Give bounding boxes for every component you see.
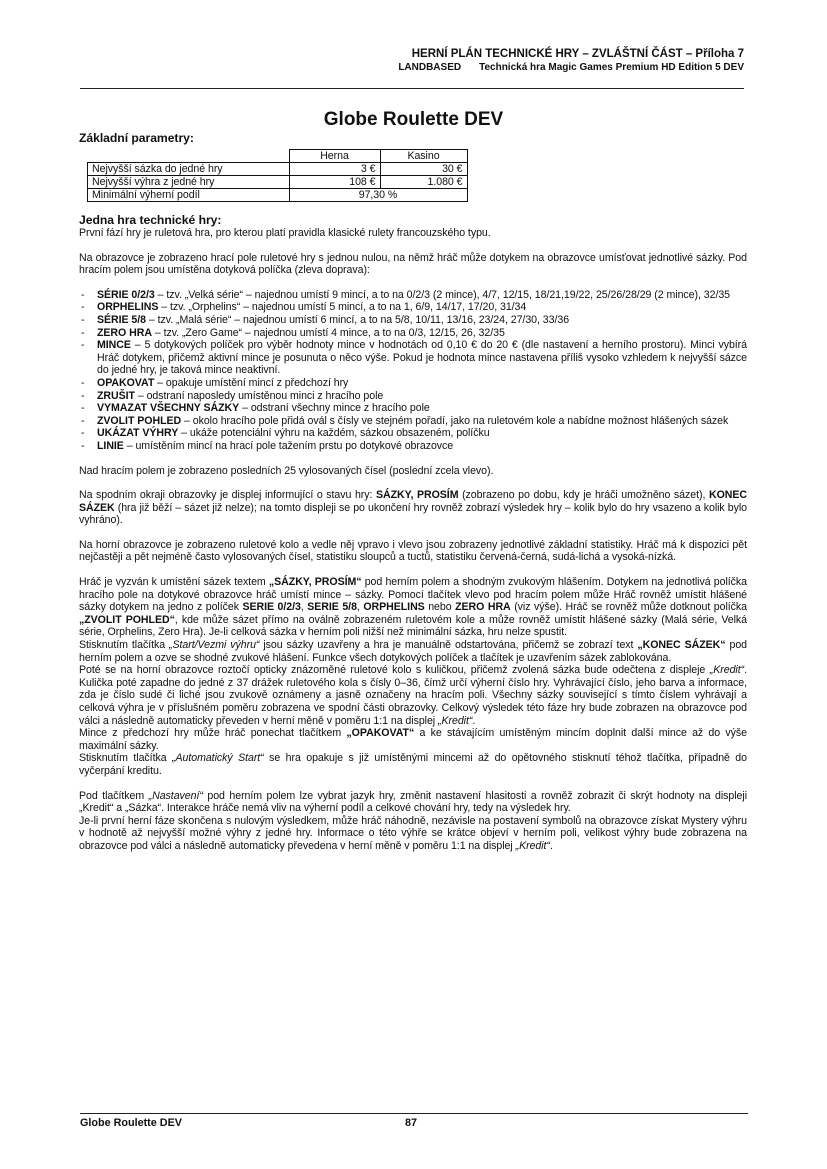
col-herna: Herna xyxy=(289,150,380,163)
list-item: - UKÁZAT VÝHRY – ukáže potenciální výhru na každém, sázkou obsazeném, políčku xyxy=(79,427,747,440)
params-row: Nejvyšší výhra z jedné hry 108 € 1.080 € xyxy=(88,176,468,189)
start-paragraph: Stisknutím tlačítka „Start/Vezmi výhru“ jsou sázky uzavřeny a hra je manuálně odstartována, přičemž se zobrazí text „KONEC SÁZEK“ pod herním polem a ozve se shodné zvukové hlášení. Funkce všech dotykových políček a tlačítek je uzavřením sázek zablokována. xyxy=(79,639,747,664)
list-item: - VYMAZAT VŠECHNY SÁZKY – odstraní všechny mince z hracího pole xyxy=(79,402,747,415)
params-header-row xyxy=(88,150,468,163)
list-item: - SÉRIE 0/2/3 – tzv. „Velká série“ – najednou umístí 9 mincí, a to na 0/2/3 (2 mince), 4/7, 12/15, 18/21,19/22, 25/26/28/29 (2 mince), 32/35 xyxy=(79,289,747,302)
header-title: HERNÍ PLÁN TECHNICKÉ HRY – ZVLÁŠTNÍ ČÁST – Příloha 7 xyxy=(411,48,744,60)
bets-paragraph: Hráč je vyzván k umístění sázek textem „SÁZKY, PROSÍM“ pod herním polem a shodným zvukovým hlášením. Dotykem na jednotlivá políčka hracího pole na dotykové obrazovce hráč umístí mince – sázky. Pomocí tlačítek vlevo pod hracím polem může Hráč rovněž umístit hlášené sázky dotykem na jedno z políček SERIE 0/2/3, SERIE 5/8, ORPHELINS nebo ZERO HRA (viz výše). Hráč se rovněž může dotknout políčka „ZVOLIT POHLED“, kde může sázet přímo na oválně zobrazeném ruletovém kole a může rovněž umístit hlášené sázky (Malá série, Velká série, Orphelins, Zero Hra). Je-li celková sázka v herním poli nižší než minimální sázka, hru nelze spustit. xyxy=(79,576,747,639)
mystery-paragraph: Je-li první herní fáze skončena s nulovým výsledkem, může hráč náhodně, nezávisle na postavení symbolů na obrazovce získat Mystery výhru v hodnotě až nejvyšší možné výhry z jedné hry. Informace o této výhře se krátce objeví v herním poli, velikost výhry bude zobrazena na obrazovce pod válci a následně automaticky převedena v herní měně v poměru 1:1 na displej „Kredit“. xyxy=(79,814,747,852)
repeat-paragraph: Mince z předchozí hry může hráč ponechat tlačítkem „OPAKOVAT“ a ke stávajícím umístěným mincím doplnit další mince až do výše maximální sázky. xyxy=(79,727,747,752)
button-list xyxy=(79,289,747,453)
intro-paragraph: První fází hry je ruletová hra, pro kterou platí pravidla klasické rulety francouzského typu. xyxy=(79,227,491,239)
col-kasino: Kasino xyxy=(380,150,467,163)
list-item: - MINCE – 5 dotykových políček pro výběr hodnoty mince v hodnotách od 0,10 € do 20 € (dle nastavení a herního prostoru). Minci vybírá Hráč dotykem, přičemž aktivní mince je posunuta o něco výše. Pokud je hodnota mince nastavena příliš vysoko vzhledem k nejvyšší sázce do jedné hry, je taková mince neaktivní. xyxy=(79,339,747,377)
params-row: Nejvyšší sázka do jedné hry 3 € 30 € xyxy=(88,163,468,176)
list-item: - ZERO HRA – tzv. „Zero Game“ – najednou umístí 4 mince, a to na 0/3, 12/15, 26, 32/35 xyxy=(79,327,747,340)
header-divider xyxy=(80,88,744,89)
footer-title: Globe Roulette DEV xyxy=(80,1117,182,1129)
document-body xyxy=(79,131,747,853)
page-header xyxy=(398,47,744,74)
spin-paragraph: Poté se na horní obrazovce roztočí opticky znázorněné ruletové kolo s kuličkou, přičemž zvolená sázka bude odečtena z displeje „Kredit“. Kulička poté zapadne do jedné z 37 drážek ruletového kola s čísly 0–36, čímž určí výherní číslo hry. Vyhrávající číslo, jeho barva a informace, zda je číslo sudé či liché jsou zvukově oznámeny a jasně označeny na hracím poli. Všechny sázky související s tímto číslem vyhrávají a celková výhra je v příslušném poměru zobrazena ve spodní části obrazovky. Celkový výsledek této fáze hry bude zobrazen na obrazovce pod válci a následně automaticky převeden v herní měně v poměru 1:1 na displej „Kredit“. xyxy=(79,664,747,727)
header-landbased: LANDBASED xyxy=(398,62,462,73)
auto-paragraph: Stisknutím tlačítka „Automatický Start“ se hra opakuje s již umístěnými mincemi až do opětovného stisknutí téhož tlačítka, případně do vyčerpání kreditu. xyxy=(79,752,747,777)
stats-paragraph: Na horní obrazovce je zobrazeno ruletové kolo a vedle něj vpravo i vlevo jsou zobrazeny jednotlivé základní statistiky. Hráč má k dispozici pět nejčastěji a pět nejméně často vylosovaných čísel, statistiku sloupců a tuctů, statistiku červená-černá, sudá-lichá a vysoká-nízká. xyxy=(79,538,747,564)
settings-paragraph: Pod tlačítkem „Nastavení“ pod herním polem lze vybrat jazyk hry, změnit nastavení hlasitosti a rovněž zobrazit či skrýt hodnoty na displeji „Kredit“ a „Sázka“. Interakce hráče nemá vliv na výherní podíl a celkové chování hry, tedy na výsledek hry. xyxy=(79,789,747,815)
section-heading: Jedna hra technické hry: xyxy=(79,213,222,227)
field-paragraph: Na obrazovce je zobrazeno hrací pole ruletové hry s jednou nulou, na němž hráč může dotykem na obrazovce umísťovat jednotlivé sázky. Pod hracím polem jsou umístěna dotyková políčka (zleva doprava): xyxy=(79,251,747,277)
display-paragraph: Na spodním okraji obrazovky je displej informující o stavu hry: SÁZKY, PROSÍM (zobrazeno po dobu, kdy je hráči umožněno sázet), KONEC SÁZEK (hra již běží – sázet již nelze); na tomto displeji se po ukončení hry rovněž zobrazí výsledek hry – kolik bylo do hry vsazeno a kolik bylo vyhráno). xyxy=(79,489,747,527)
list-item: - ORPHELINS – tzv. „Orphelins“ – najednou umístí 5 mincí, a to na 1, 6/9, 14/17, 17/20, 31/34 xyxy=(79,301,747,314)
header-subtitle xyxy=(398,61,744,74)
page-number: 87 xyxy=(405,1117,418,1129)
list-item: - SÉRIE 5/8 – tzv. „Malá série“ – najednou umístí 6 mincí, a to na 5/8, 10/11, 13/16, 23/24, 27/30, 33/36 xyxy=(79,314,747,327)
params-heading: Základní parametry: xyxy=(79,131,194,145)
params-table xyxy=(87,149,468,202)
list-item: - ZVOLIT POHLED – okolo hracího pole přidá ovál s čísly ve stejném pořadí, jako na ruletovém kole a nabídne možnost hlášených sázek xyxy=(79,415,747,428)
list-item: - LINIE – umístěním mincí na hrací pole tažením prstu po dotykové obrazovce xyxy=(79,440,747,453)
footer-divider xyxy=(80,1113,748,1114)
document-title: Globe Roulette DEV xyxy=(323,109,504,130)
header-game-name: Technická hra Magic Games Premium HD Edition 5 DEV xyxy=(479,62,744,73)
list-item: - OPAKOVAT – opakuje umístění mincí z předchozí hry xyxy=(79,377,747,390)
list-item: - ZRUŠIT – odstraní naposledy umístěnou minci z hracího pole xyxy=(79,390,747,403)
last25-paragraph: Nad hracím polem je zobrazeno posledních 25 vylosovaných čísel (poslední zcela vlevo). xyxy=(79,464,494,477)
params-row: Minimální výherní podíl 97,30 % xyxy=(88,189,468,202)
